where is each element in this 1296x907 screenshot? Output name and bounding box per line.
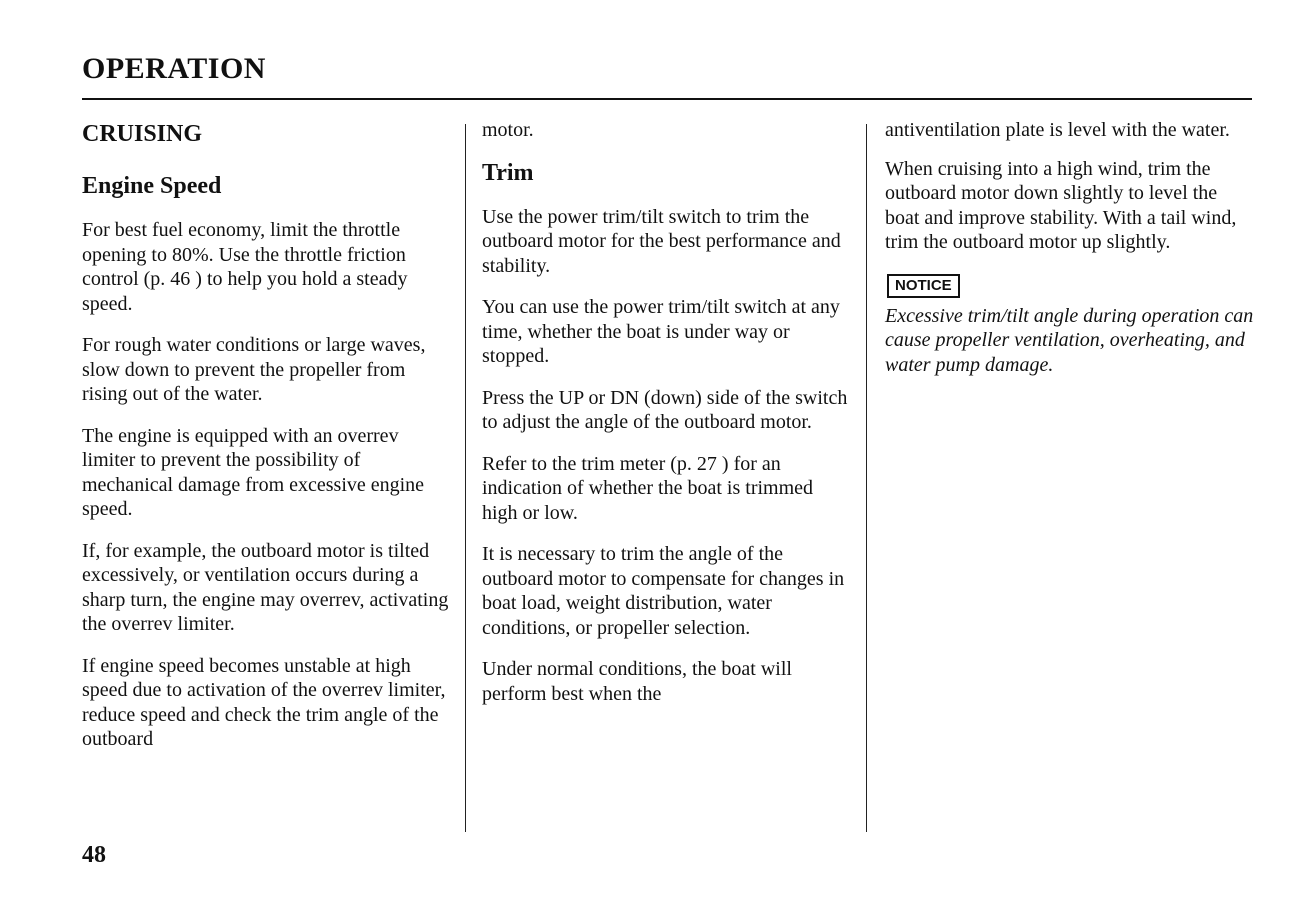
subsection-title-engine-speed: Engine Speed	[82, 173, 222, 199]
subsection-title-trim: Trim	[482, 159, 534, 186]
continuation-text: motor.	[482, 119, 534, 141]
paragraph: Use the power trim/tilt switch to trim the outboard motor for the best performance and stability.	[482, 205, 841, 277]
paragraph: Under normal conditions, the boat will perform best when the	[482, 658, 792, 705]
column-divider	[866, 124, 867, 832]
column-3	[885, 118, 1255, 394]
notice-text: Excessive trim/tilt angle during operation can cause propeller ventilation, overheating, and water pump damage.	[885, 304, 1254, 376]
notice-label: NOTICE	[887, 274, 960, 298]
column-1	[82, 118, 452, 769]
page-header-title: OPERATION	[82, 52, 266, 85]
column-divider	[465, 124, 466, 832]
header-rule	[82, 98, 1252, 100]
column-2	[482, 118, 852, 723]
paragraph: For best fuel economy, limit the throttle opening to 80%. Use the throttle friction control (p. 46 ) to help you hold a steady speed.	[82, 219, 408, 315]
continuation-text: antiventilation plate is level with the water.	[885, 119, 1230, 141]
paragraph: For rough water conditions or large waves, slow down to prevent the propeller from rising out of the water.	[82, 334, 426, 405]
paragraph: The engine is equipped with an overrev limiter to prevent the possibility of mechanical damage from excessive engine speed.	[82, 424, 425, 520]
paragraph: If, for example, the outboard motor is tilted excessively, or ventilation occurs during a sharp turn, the engine may overrev, activating the overrev limiter.	[82, 539, 449, 635]
paragraph: When cruising into a high wind, trim the outboard motor down slightly to level the boat and improve stability. With a tail wind, trim the outboard motor up slightly.	[885, 157, 1237, 253]
paragraph: If engine speed becomes unstable at high speed due to activation of the overrev limiter, reduce speed and check the trim angle of the outboard	[82, 654, 446, 750]
section-title-cruising: CRUISING	[82, 121, 203, 147]
paragraph: It is necessary to trim the angle of the outboard motor to compensate for changes in boat load, weight distribution, water conditions, or propeller selection.	[482, 543, 845, 639]
paragraph: Refer to the trim meter (p. 27 ) for an indication of whether the boat is trimmed high or low.	[482, 452, 814, 524]
paragraph: Press the UP or DN (down) side of the switch to adjust the angle of the outboard motor.	[482, 386, 848, 433]
page-number: 48	[82, 842, 106, 868]
paragraph: You can use the power trim/tilt switch at any time, whether the boat is under way or stopped.	[482, 296, 840, 367]
